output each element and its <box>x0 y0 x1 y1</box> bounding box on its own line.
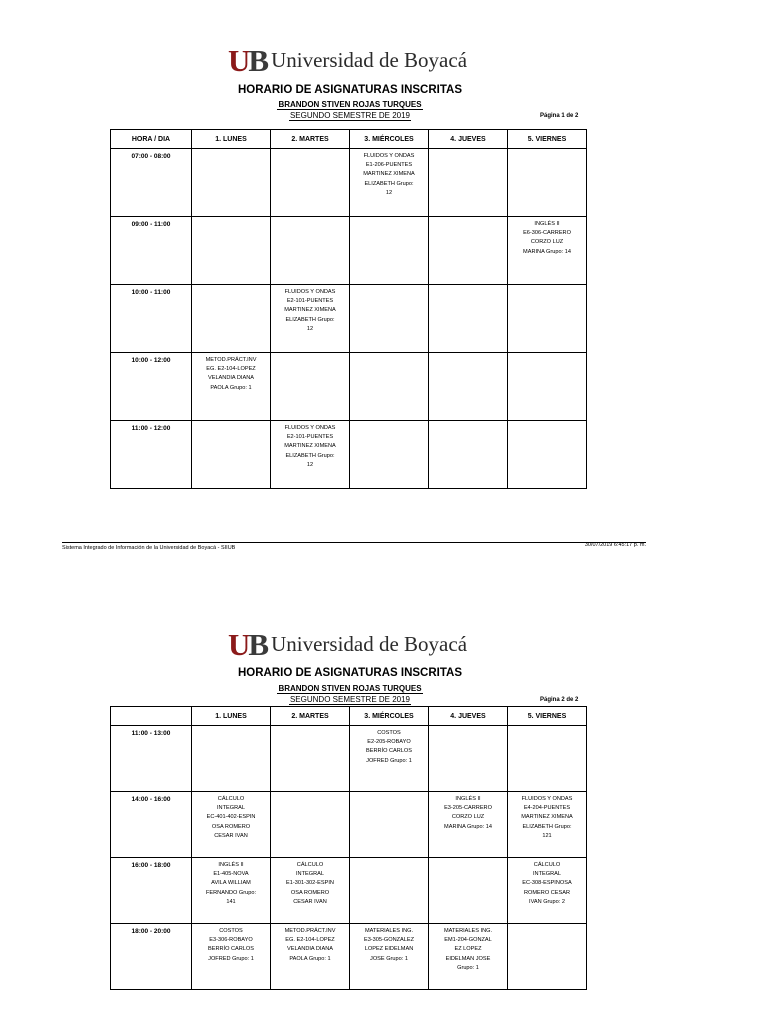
class-cell: COSTOS E2-205-ROBAYO BERRÍO CARLOS JOFRED Grupo: 1 <box>350 726 429 792</box>
class-cell: INGLÉS II E6-306-CARRERO CORZO LUZ MARINA Grupo: 14 <box>508 217 587 285</box>
class-cell <box>271 217 350 285</box>
header-tuesday: 2. MARTES <box>271 130 350 149</box>
table-header-row <box>111 130 587 149</box>
class-cell: FLUIDOS Y ONDAS E1-206-PUENTES MARTINEZ XIMENA ELIZABETH Grupo: 12 <box>350 149 429 217</box>
class-cell <box>429 353 508 421</box>
class-cell <box>508 726 587 792</box>
class-cell <box>271 726 350 792</box>
table-row <box>111 421 587 489</box>
class-cell <box>429 285 508 353</box>
header-hour <box>111 707 192 726</box>
class-cell: CÁLCULO INTEGRAL E1-301-302-ESPIN OSA ROMERO CESAR IVAN <box>271 858 350 924</box>
hour-cell: 10:00 - 12:00 <box>111 353 192 421</box>
class-cell <box>350 858 429 924</box>
class-cell: INGLÉS II E1-405-NOVA AVILA WILLIAM FERNANDO Grupo: 141 <box>192 858 271 924</box>
class-cell <box>350 421 429 489</box>
class-cell <box>429 421 508 489</box>
class-cell: COSTOS E3-306-ROBAYO BERRÍO CARLOS JOFRED Grupo: 1 <box>192 924 271 990</box>
class-cell <box>429 149 508 217</box>
page-title: HORARIO DE ASIGNATURAS INSCRITAS <box>237 84 463 96</box>
class-cell <box>350 285 429 353</box>
table-header-row <box>111 707 587 726</box>
class-cell <box>271 149 350 217</box>
class-cell: FLUIDOS Y ONDAS E4-204-PUENTES MARTINEZ XIMENA ELIZABETH Grupo: 121 <box>508 792 587 858</box>
table-row <box>111 149 587 217</box>
header-thursday: 4. JUEVES <box>429 130 508 149</box>
logo-name: Universidad de Boyacá <box>271 47 468 72</box>
header-thursday: 4. JUEVES <box>429 707 508 726</box>
class-cell: INGLÉS II E3-205-CARRERO CORZO LUZ MARINA Grupo: 14 <box>429 792 508 858</box>
semester-label: SEGUNDO SEMESTRE DE 2019 <box>289 695 411 704</box>
class-cell <box>271 792 350 858</box>
header-friday: 5. VIERNES <box>508 130 587 149</box>
hour-cell: 11:00 - 12:00 <box>111 421 192 489</box>
header-monday: 1. LUNES <box>192 707 271 726</box>
hour-cell: 09:00 - 11:00 <box>111 217 192 285</box>
class-cell <box>508 924 587 990</box>
class-cell <box>192 421 271 489</box>
table-row <box>111 792 587 858</box>
hour-cell: 11:00 - 13:00 <box>111 726 192 792</box>
header-monday: 1. LUNES <box>192 130 271 149</box>
class-cell: FLUIDOS Y ONDAS E2-101-PUENTES MARTINEZ XIMENA ELIZABETH Grupo: 12 <box>271 285 350 353</box>
page-number: Página 1 de 2 <box>540 113 579 119</box>
table-row <box>111 924 587 990</box>
class-cell: FLUIDOS Y ONDAS E2-101-PUENTES MARTINEZ XIMENA ELIZABETH Grupo: 12 <box>271 421 350 489</box>
hour-cell: 18:00 - 20:00 <box>111 924 192 990</box>
student-name: BRANDON STIVEN ROJAS TURQUES <box>278 684 422 693</box>
class-cell <box>192 217 271 285</box>
class-cell <box>508 285 587 353</box>
class-cell <box>350 792 429 858</box>
logo-mark: UB <box>228 626 268 662</box>
semester-label: SEGUNDO SEMESTRE DE 2019 <box>289 111 411 120</box>
header-hour: HORA / DIA <box>111 130 192 149</box>
hour-cell: 16:00 - 18:00 <box>111 858 192 924</box>
class-cell <box>508 421 587 489</box>
footer-timestamp: 30/07/2019 6:45:17 p. m. <box>584 542 646 548</box>
table-row <box>111 217 587 285</box>
student-name: BRANDON STIVEN ROJAS TURQUES <box>278 100 422 109</box>
header-friday: 5. VIERNES <box>508 707 587 726</box>
page-footer <box>62 542 646 553</box>
class-cell <box>508 149 587 217</box>
class-cell <box>271 353 350 421</box>
class-cell <box>192 726 271 792</box>
class-cell: MATERIALES ING. EM1-204-GONZAL EZ LOPEZ EIDELMAN JOSE Grupo: 1 <box>429 924 508 990</box>
hour-cell: 10:00 - 11:00 <box>111 285 192 353</box>
class-cell <box>350 217 429 285</box>
class-cell: MATERIALES ING. E3-305-GONZALEZ LOPEZ EIDELMAN JOSE Grupo: 1 <box>350 924 429 990</box>
hour-cell: 07:00 - 08:00 <box>111 149 192 217</box>
class-cell: METOD.PRÁCT.INV EG. E2-104-LOPEZ VELANDIA DIANA PAOLA Grupo: 1 <box>192 353 271 421</box>
table-row <box>111 858 587 924</box>
class-cell <box>192 149 271 217</box>
page-number: Página 2 de 2 <box>540 697 579 703</box>
class-cell: METOD.PRÁCT.INV EG. E2-104-LOPEZ VELANDIA DIANA PAOLA Grupo: 1 <box>271 924 350 990</box>
logo-name: Universidad de Boyacá <box>271 631 468 656</box>
table-row <box>111 285 587 353</box>
table-row <box>111 726 587 792</box>
class-cell: CÁLCULO INTEGRAL EC-308-ESPINOSA ROMERO CESAR IVAN Grupo: 2 <box>508 858 587 924</box>
schedule-table <box>110 129 587 489</box>
class-cell: CÁLCULO INTEGRAL EC-401-402-ESPIN OSA ROMERO CESAR IVAN <box>192 792 271 858</box>
class-cell <box>508 353 587 421</box>
footer-system-name: Sistema Integrado de Información de la Universidad de Boyacá - SIIUB <box>62 545 236 551</box>
header-wednesday: 3. MIÉRCOLES <box>350 130 429 149</box>
logo-mark: UB <box>228 42 268 78</box>
class-cell <box>429 858 508 924</box>
table-row <box>111 353 587 421</box>
university-logo <box>228 44 508 76</box>
class-cell <box>192 285 271 353</box>
class-cell <box>429 217 508 285</box>
class-cell <box>350 353 429 421</box>
header-tuesday: 2. MARTES <box>271 707 350 726</box>
schedule-table <box>110 706 587 990</box>
class-cell <box>429 726 508 792</box>
header-wednesday: 3. MIÉRCOLES <box>350 707 429 726</box>
page-title: HORARIO DE ASIGNATURAS INSCRITAS <box>237 667 463 679</box>
hour-cell: 14:00 - 16:00 <box>111 792 192 858</box>
university-logo <box>228 628 508 660</box>
